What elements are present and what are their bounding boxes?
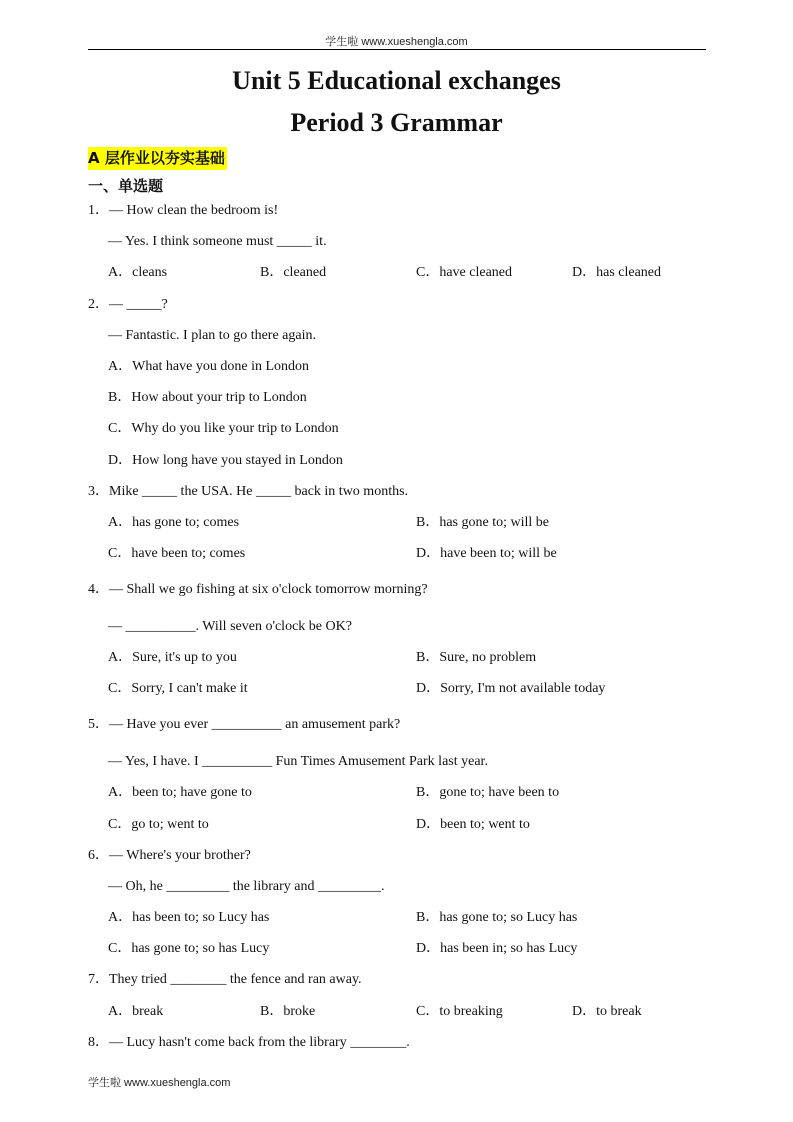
q2-option-d: D．How long have you stayed in London — [108, 453, 343, 468]
question-number: 7． — [88, 972, 109, 987]
page-footer: 学生啦 www.xueshengla.com — [88, 1077, 231, 1089]
q7-option-d: D．to break — [572, 1004, 642, 1019]
question-5-reply: — Yes, I have. I __________ Fun Times Amusement Park last year. — [108, 754, 488, 769]
question-number: 6． — [88, 848, 109, 863]
q6-option-d: D．has been in; so has Lucy — [416, 941, 578, 956]
q7-option-a: A．break — [108, 1004, 164, 1019]
q3-option-b: B．has gone to; will be — [416, 515, 549, 530]
question-7 — [88, 971, 362, 989]
question-1-reply: — Yes. I think someone must _____ it. — [108, 234, 327, 249]
q6-option-c: C．has gone to; so has Lucy — [108, 941, 270, 956]
question-6-reply: — Oh, he _________ the library and _________. — [108, 879, 385, 894]
question-1 — [88, 202, 278, 220]
section-label: A 层作业以夯实基础 — [88, 147, 227, 170]
question-6 — [88, 847, 251, 865]
question-number: 4． — [88, 582, 109, 597]
question-prompt: — Shall we go fishing at six o'clock tomorrow morning? — [109, 582, 428, 597]
question-2 — [88, 296, 168, 314]
q6-option-a: A．has been to; so Lucy has — [108, 910, 270, 925]
question-number: 5． — [88, 717, 109, 732]
question-8 — [88, 1034, 410, 1052]
q1-option-d: D．has cleaned — [572, 265, 662, 280]
q5-option-c: C．go to; went to — [108, 817, 209, 832]
question-2-reply: — Fantastic. I plan to go there again. — [108, 328, 316, 343]
q2-option-a: A．What have you done in London — [108, 359, 310, 374]
q2-option-c: C．Why do you like your trip to London — [108, 421, 339, 436]
question-5 — [88, 716, 400, 734]
section-subheading: 一、单选题 — [88, 177, 164, 195]
question-prompt: — Lucy hasn't come back from the library ________. — [109, 1035, 410, 1050]
q1-option-c: C．have cleaned — [416, 265, 513, 280]
q3-option-c: C．have been to; comes — [108, 546, 246, 561]
question-prompt: — _____? — [109, 297, 168, 312]
question-number: 8． — [88, 1035, 109, 1050]
question-number: 2． — [88, 297, 109, 312]
q6-option-b: B．has gone to; so Lucy has — [416, 910, 578, 925]
q5-option-a: A．been to; have gone to — [108, 785, 252, 800]
q7-option-c: C．to breaking — [416, 1004, 503, 1019]
q5-option-d: D．been to; went to — [416, 817, 530, 832]
page-title: Unit 5 Educational exchanges — [232, 66, 561, 95]
page-header: 学生啦 www.xueshengla.com — [325, 36, 468, 48]
page-subtitle: Period 3 Grammar — [290, 108, 503, 137]
q5-option-b: B．gone to; have been to — [416, 785, 560, 800]
q1-option-a: A．cleans — [108, 265, 168, 280]
question-prompt: — Have you ever __________ an amusement park? — [109, 717, 401, 732]
q7-option-b: B．broke — [260, 1004, 316, 1019]
question-prompt: They tried ________ the fence and ran away. — [109, 972, 362, 987]
question-4 — [88, 581, 428, 599]
question-prompt: Mike _____ the USA. He _____ back in two months. — [109, 484, 409, 499]
question-prompt: — Where's your brother? — [109, 848, 251, 863]
question-number: 3． — [88, 484, 109, 499]
question-3 — [88, 483, 408, 501]
q4-option-c: C．Sorry, I can't make it — [108, 681, 248, 696]
q4-option-b: B．Sure, no problem — [416, 650, 537, 665]
q2-option-b: B．How about your trip to London — [108, 390, 307, 405]
q1-option-b: B．cleaned — [260, 265, 327, 280]
question-4-reply: — __________. Will seven o'clock be OK? — [108, 619, 352, 634]
question-prompt: — How clean the bedroom is! — [109, 203, 279, 218]
q4-option-d: D．Sorry, I'm not available today — [416, 681, 606, 696]
question-number: 1． — [88, 203, 109, 218]
q3-option-a: A．has gone to; comes — [108, 515, 240, 530]
header-divider — [88, 49, 706, 50]
q4-option-a: A．Sure, it's up to you — [108, 650, 237, 665]
q3-option-d: D．have been to; will be — [416, 546, 557, 561]
